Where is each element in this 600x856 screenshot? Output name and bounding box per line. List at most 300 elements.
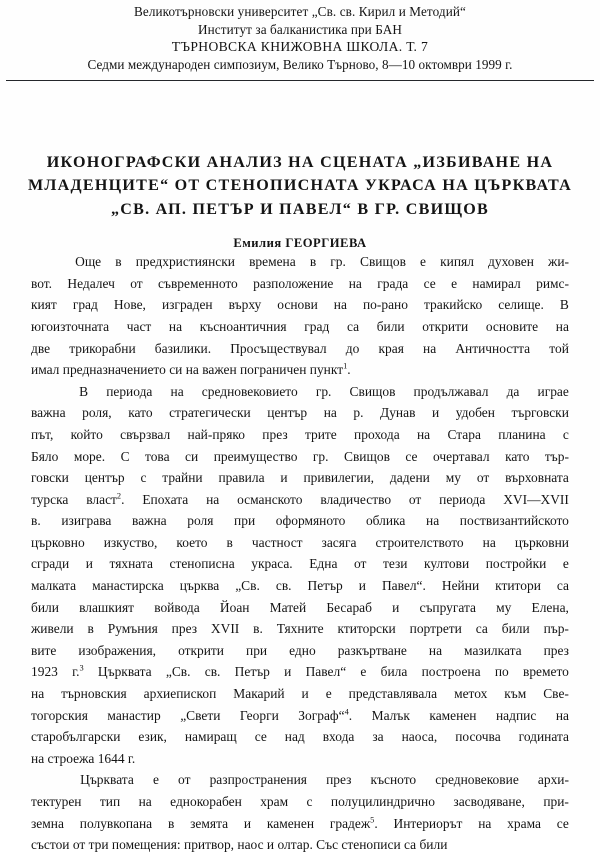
line-word: са (346, 318, 360, 334)
masthead-line-university: Великотърновски университет „Св. св. Кирил и Методий“ (134, 4, 466, 19)
line-word: Църквата (80, 772, 134, 788)
line-word: облика (365, 513, 406, 529)
line-word: метох (454, 686, 488, 702)
line-word: предхристиянски (135, 254, 235, 270)
line-word: и (301, 686, 309, 702)
line-word: Бесараб (326, 599, 372, 615)
footnote-marker: 5 (370, 815, 375, 825)
line-word: език, (138, 729, 167, 745)
footnote-marker: 3 (79, 663, 84, 673)
line-word: Петър (234, 664, 270, 680)
line-word: град (304, 318, 330, 334)
line-word: в (226, 534, 233, 550)
line-word: на (478, 815, 492, 831)
line-word: войвода (154, 599, 200, 615)
line-word: Нове, (113, 297, 146, 313)
line-word: с (562, 426, 569, 442)
line-word: удобен (455, 405, 495, 421)
line-word: манастир (107, 707, 161, 723)
line-word: полуцилиндрично (330, 794, 435, 810)
text-line (31, 597, 569, 619)
line-word: тогорския (31, 707, 88, 723)
line-word: и (392, 599, 400, 615)
text-line (31, 338, 569, 360)
line-word: на (170, 383, 184, 399)
line-word: в. (31, 513, 41, 529)
footnote-marker: 2 (116, 491, 122, 501)
line-word: и (280, 470, 288, 486)
line-word: края (378, 340, 404, 356)
line-word: роля, (82, 405, 112, 421)
line-word: на (555, 318, 569, 334)
line-word: малката (31, 578, 77, 594)
line-word: на (555, 707, 569, 723)
line-word: ктитори (495, 578, 541, 594)
line-word: при- (543, 794, 569, 810)
text-line (31, 640, 569, 662)
line-word: на (333, 297, 347, 313)
line-word: жи- (548, 254, 569, 270)
line-word: Интериорът (393, 815, 463, 831)
text-line (31, 618, 569, 640)
line-word: и (284, 664, 292, 680)
line-word: засяга (321, 534, 357, 550)
line-word: каменен (429, 707, 477, 723)
line-word: това (145, 448, 170, 464)
line-word: владичество (320, 491, 392, 507)
line-word: намирал (472, 275, 521, 291)
line-word: се (556, 815, 569, 831)
line-word: през (171, 621, 198, 637)
footnote-marker: 4 (344, 707, 349, 717)
line-word: храм (260, 794, 289, 810)
line-word: с (306, 794, 313, 810)
line-word: на (423, 340, 437, 356)
line-word: прохода (354, 426, 400, 442)
line-text: състои от три помещения: притвор, наос и олтар. Със стенописи са били (31, 837, 448, 853)
line-word: С (120, 448, 130, 464)
line-word: са (556, 578, 569, 594)
line-word: дадени (389, 470, 430, 486)
line-word: В (559, 297, 569, 313)
line-word: частност (251, 534, 303, 550)
line-word: Малък (371, 707, 410, 723)
masthead-line-symposium: Седми международен симпозиум, Велико Търново, 8—10 октомври 1999 г. (87, 57, 513, 73)
line-word: се (423, 275, 436, 291)
line-word: времена (249, 254, 296, 270)
line-word: от (353, 556, 367, 572)
line-text: на строежа 1644 г. (31, 750, 136, 766)
text-line (31, 273, 569, 295)
line-word: тип (99, 794, 121, 810)
line-word: в. (253, 621, 263, 637)
line-text: имал предназначението си на важен пограничен пункт$^1$. (31, 361, 351, 378)
line-word: му (496, 599, 512, 615)
line-word: базилики. (154, 340, 212, 356)
line-word: тър- (544, 448, 569, 464)
masthead-line-series: ТЪРНОВСКА КНИЖОВНА ШКОЛА. Т. 7 (171, 39, 429, 55)
line-word: г.$^3$ (72, 663, 84, 680)
line-word: Свищов (344, 448, 390, 464)
line-word: преимущество (213, 448, 298, 464)
line-word: Павел“ (305, 664, 347, 680)
line-word: земна (31, 815, 64, 831)
line-word: над (284, 729, 305, 745)
line-word: към (504, 686, 527, 702)
text-line (31, 705, 569, 727)
line-word: разпространения (209, 772, 307, 788)
line-word: играе (537, 383, 569, 399)
line-word: украса. (251, 556, 293, 572)
text-line (31, 402, 569, 424)
line-word: Зограф“$^4$. (298, 707, 353, 723)
line-word: времето (522, 664, 569, 680)
title-block (0, 151, 600, 251)
line-word: трите (304, 426, 337, 442)
line-word: и (243, 815, 252, 831)
line-word: XVII (210, 621, 240, 637)
line-word: като (505, 448, 530, 464)
line-word: който (70, 426, 103, 442)
text-line (31, 359, 569, 381)
line-word: изграден (161, 297, 213, 313)
text-line (31, 532, 569, 554)
line-word: и (358, 578, 366, 594)
line-word: култови (424, 556, 470, 572)
line-word: градеж$^5$. (329, 815, 378, 831)
line-word: в (115, 254, 122, 270)
line-word: трайни (162, 470, 203, 486)
line-word: върху (228, 297, 262, 313)
line-word: той (549, 340, 569, 356)
line-word: сгради (31, 556, 70, 572)
line-word: Античността (455, 340, 531, 356)
line-word: очертавал (432, 448, 490, 464)
line-word: на (428, 642, 443, 658)
line-word: входа (322, 729, 355, 745)
line-word: църква (179, 578, 220, 594)
line-word: архиепископ (143, 686, 217, 702)
line-word: Румъния (107, 621, 158, 637)
line-word: да (506, 383, 520, 399)
line-word: в (87, 621, 94, 637)
line-word: оформяното (275, 513, 346, 529)
text-line (31, 726, 569, 748)
line-word: едно (289, 642, 316, 658)
line-word: се (405, 448, 418, 464)
line-word: св. (204, 664, 221, 680)
line-word: говски (31, 470, 69, 486)
line-word: важна (31, 405, 66, 421)
line-word: през (326, 772, 352, 788)
line-word: били (501, 621, 530, 637)
line-word: османското (237, 491, 303, 507)
paragraph (31, 251, 569, 381)
line-word: Още (75, 254, 102, 270)
line-word: Свищов (349, 383, 396, 399)
line-word: гр. (312, 448, 329, 464)
line-word: на (348, 275, 362, 291)
line-word: център (84, 470, 125, 486)
line-word: при (246, 642, 268, 658)
line-word: на (323, 405, 337, 421)
line-word: открити (422, 318, 469, 334)
line-word: Нейни (441, 578, 480, 594)
line-word: кият (31, 297, 57, 313)
line-word: архи- (537, 772, 569, 788)
line-word: търновския (61, 686, 127, 702)
line-word: е (325, 686, 332, 702)
line-word: море. (73, 448, 106, 464)
line-word: Епохата (142, 491, 189, 507)
line-word: част (126, 318, 152, 334)
line-word: построена (421, 664, 481, 680)
line-word: са (475, 621, 488, 637)
line-word: Петър (307, 578, 343, 594)
line-word: основи (277, 297, 318, 313)
line-word: град (72, 297, 98, 313)
line-word: югоизточната (31, 318, 110, 334)
line-word: е (562, 556, 569, 572)
line-word: Макарий (233, 686, 285, 702)
line-word: „Св. (235, 578, 260, 594)
line-word: постройки (485, 556, 547, 572)
body-text (0, 251, 600, 856)
line-word: „Свети (180, 707, 221, 723)
line-word: земята (190, 815, 229, 831)
line-word: засводяване, (453, 794, 525, 810)
line-word: портрети (409, 621, 462, 637)
line-word: през (262, 426, 288, 442)
line-word: като (128, 405, 153, 421)
line-word: била (380, 664, 408, 680)
line-word: гр. (315, 383, 332, 399)
text-line (31, 661, 569, 683)
line-word: XVI—XVII (503, 491, 569, 507)
line-word: открити (178, 642, 224, 658)
line-word: на (138, 794, 152, 810)
line-word: тракийско (424, 297, 483, 313)
line-word: път, (31, 426, 54, 442)
page-title-line-3: „СВ. АП. ПЕТЪР И ПАВЕЛ“ В ГР. СВИЩОВ (110, 200, 490, 218)
line-word: планина (498, 426, 546, 442)
line-word: на (482, 534, 496, 550)
line-word: което (176, 534, 208, 550)
page-title-line-2: МЛАДЕНЦИТЕ“ ОТ СТЕНОПИСНАТА УКРАСА НА ЦЪРКВАТА (27, 177, 573, 195)
line-word: поствизантийското (459, 513, 569, 529)
line-word: Све- (543, 686, 569, 702)
line-word: били (376, 318, 405, 334)
line-word: изкуство, (103, 534, 158, 550)
line-word: гр. (330, 254, 346, 270)
line-word: през (543, 642, 569, 658)
line-word: основите (485, 318, 539, 334)
line-word: важна (132, 513, 167, 529)
line-word: най-пряко (187, 426, 245, 442)
line-word: мазилката (464, 642, 522, 658)
line-word: свързвал (120, 426, 171, 442)
line-word: Тяхните (276, 621, 324, 637)
paragraph (31, 381, 569, 770)
text-line (31, 316, 569, 338)
line-word: стенописна (169, 556, 235, 572)
line-word: надпис (495, 707, 537, 723)
line-word: е (360, 664, 367, 680)
line-word: „Св. (165, 664, 191, 680)
footnote-marker: 1 (343, 361, 348, 371)
text-line (31, 769, 569, 791)
line-word: по (494, 664, 509, 680)
line-word: изиграва (61, 513, 112, 529)
line-word: разкъртване (337, 642, 407, 658)
text-line (31, 791, 569, 813)
masthead (0, 0, 600, 74)
line-word: средновековие (435, 772, 519, 788)
line-word: е (451, 275, 458, 291)
line-word: и (431, 405, 440, 421)
line-word: периода (106, 383, 153, 399)
paragraph (31, 769, 569, 855)
line-word: за (372, 729, 384, 745)
line-word: в (309, 254, 317, 270)
line-word: трикорабни (69, 340, 136, 356)
line-word: до (345, 340, 360, 356)
text-line (31, 381, 569, 403)
line-word: каменен (266, 815, 315, 831)
line-word: Недалеч (67, 275, 115, 291)
line-word: тектурен (31, 794, 82, 810)
line-word: Една (309, 556, 338, 572)
line-word: духовен (488, 254, 534, 270)
text-line (31, 446, 569, 468)
line-word: църковни (514, 534, 569, 550)
line-word: на (426, 513, 440, 529)
line-word: ктиторски (337, 621, 396, 637)
line-word: от (130, 275, 143, 291)
text-line (31, 813, 569, 835)
line-word: кипял (440, 254, 474, 270)
line-word: Стара (447, 426, 481, 442)
text-line (31, 467, 569, 489)
line-word: на (31, 686, 45, 702)
line-word: представлявала (348, 686, 438, 702)
line-word: с (140, 470, 147, 486)
line-word: късноантичния (199, 318, 287, 334)
line-word: се (254, 729, 267, 745)
line-word: в (167, 815, 175, 831)
line-word: римс- (536, 275, 569, 291)
text-line (31, 575, 569, 597)
text-line (31, 510, 569, 532)
line-word: били (31, 599, 59, 615)
author-name: Емилия ГЕОРГИЕВА (233, 236, 367, 251)
line-word: късното (370, 772, 417, 788)
line-word: манастирска (92, 578, 164, 594)
line-word: селище. (498, 297, 544, 313)
line-word: св. (275, 578, 292, 594)
line-word: Елена, (531, 599, 569, 615)
line-word: на (416, 426, 431, 442)
line-word: строителството (375, 534, 464, 550)
line-word: две (31, 340, 51, 356)
line-word: по-рано (362, 297, 408, 313)
line-word: старобългарски (31, 729, 121, 745)
line-word: от (408, 491, 422, 507)
line-word: разположение (253, 275, 334, 291)
line-word: център (267, 405, 308, 421)
line-word: върховната (505, 470, 569, 486)
line-word: полувкопана (79, 815, 153, 831)
line-word: при (234, 513, 256, 529)
line-word: Матей (269, 599, 307, 615)
line-word: Църквата (97, 664, 152, 680)
line-word: р. (353, 405, 364, 421)
line-word: Павел“. (381, 578, 426, 594)
line-word: пър- (543, 621, 569, 637)
line-word: е (420, 254, 426, 270)
line-word: средновековието (201, 383, 298, 399)
line-word: стратегически (169, 405, 251, 421)
line-word: еднокорабен (170, 794, 242, 810)
line-word: изображения, (78, 642, 157, 658)
line-word: наоса, (401, 729, 438, 745)
line-word: вите (31, 642, 57, 658)
line-word: роля (187, 513, 214, 529)
line-word: от (476, 470, 490, 486)
page-title-line-1: ИКОНОГРАФСКИ АНАЛИЗ НА СЦЕНАТА „ИЗБИВАНЕ НА (46, 153, 554, 171)
line-word: влашкият (79, 599, 135, 615)
line-word: тези (382, 556, 408, 572)
line-word: посочва (455, 729, 501, 745)
text-line (31, 294, 569, 316)
line-word: Свищов (360, 254, 406, 270)
line-word: привилегии, (303, 470, 375, 486)
line-word: В (79, 383, 89, 399)
masthead-divider (6, 80, 594, 81)
line-word: храма (507, 815, 541, 831)
line-word: намиращ (184, 729, 237, 745)
line-word: вот. (31, 275, 53, 291)
text-line (31, 683, 569, 705)
line-word: Просъществувал (230, 340, 327, 356)
line-word: власт$^2$. (86, 491, 125, 507)
line-word: от (178, 772, 191, 788)
line-word: е (152, 772, 159, 788)
line-word: му (445, 470, 461, 486)
line-word: на (206, 491, 220, 507)
line-word: Йоан (219, 599, 250, 615)
text-line (31, 251, 569, 273)
text-line (31, 748, 569, 770)
line-word: тяхната (109, 556, 153, 572)
line-word: и (85, 556, 93, 572)
line-word: Георги (239, 707, 279, 723)
line-word: правила (218, 470, 265, 486)
line-word: съвременното (158, 275, 238, 291)
masthead-line-institute: Институт за балканистика при БАН (198, 21, 402, 37)
line-word: 1923 (31, 664, 58, 680)
line-word: Бяло (31, 448, 59, 464)
line-word: църковно (31, 534, 85, 550)
line-word: на (168, 318, 183, 334)
line-word: годината (518, 729, 569, 745)
line-word: периода (439, 491, 486, 507)
line-word: града (377, 275, 409, 291)
line-word: търговски (511, 405, 569, 421)
text-line (31, 424, 569, 446)
line-word: турска (31, 491, 69, 507)
line-word: си (185, 448, 199, 464)
